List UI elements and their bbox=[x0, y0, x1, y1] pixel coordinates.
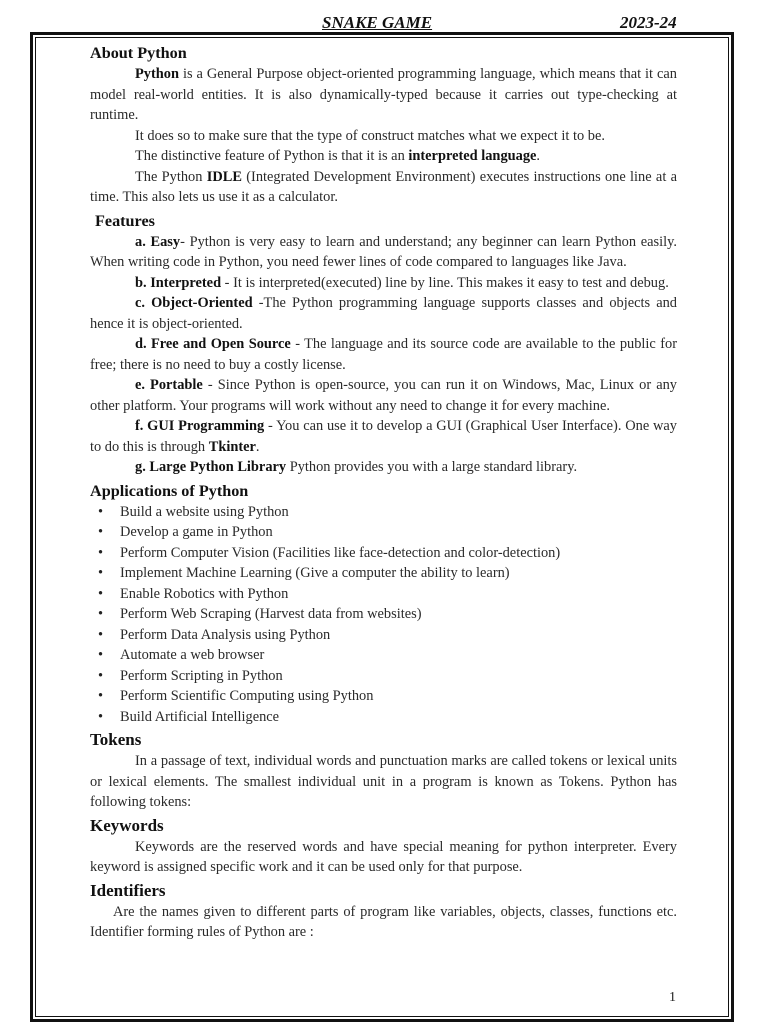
about-p4-pre: The Python bbox=[135, 168, 207, 185]
features-heading: Features bbox=[95, 211, 155, 230]
page-content bbox=[90, 40, 677, 943]
page-number: 1 bbox=[669, 990, 676, 1005]
feature-label: c. Object-Oriented bbox=[135, 295, 253, 311]
identifiers-heading: Identifiers bbox=[90, 880, 166, 900]
keywords-heading: Keywords bbox=[90, 815, 164, 835]
feature-label: b. Interpreted bbox=[135, 274, 222, 291]
list-item: • Perform Data Analysis using Python bbox=[120, 625, 677, 646]
about-p3-bold: interpreted language bbox=[408, 148, 537, 164]
feature-text: - You can use it to develop a GUI (Graphical User Interface). One way to do this is through bbox=[90, 418, 677, 455]
feature-item bbox=[90, 416, 677, 457]
about-p3-post: . bbox=[536, 148, 541, 164]
list-item: • Perform Scripting in Python bbox=[120, 666, 677, 687]
list-item: • Perform Web Scraping (Harvest data from websites) bbox=[120, 604, 677, 625]
feature-label: a. Easy bbox=[135, 233, 181, 250]
feature-tkinter: Tkinter bbox=[208, 438, 256, 455]
feature-text-end: . bbox=[255, 438, 260, 455]
list-item: • Automate a web browser bbox=[120, 645, 677, 666]
about-paragraph-3 bbox=[90, 146, 677, 167]
tokens-paragraph: In a passage of text, individual words and punctuation marks are called tokens or lexical units or lexical elements. The smallest individual unit in a program is known as Tokens. Python has following tokens: bbox=[90, 753, 677, 810]
about-p3-pre: The distinctive feature of Python is that it is an bbox=[135, 148, 409, 164]
identifiers-paragraph: Are the names given to different parts of program like variables, objects, classes, functions etc. Identifier forming rules of Python are : bbox=[90, 903, 677, 940]
feature-item bbox=[90, 375, 677, 416]
list-item: • Implement Machine Learning (Give a computer the ability to learn) bbox=[120, 563, 677, 584]
list-item: • Enable Robotics with Python bbox=[120, 584, 677, 605]
feature-text: -The Python programming language supports classes and objects and hence it is object-oriented. bbox=[90, 295, 677, 332]
applications-heading: Applications of Python bbox=[90, 481, 249, 500]
header-title: SNAKE GAME bbox=[322, 13, 433, 32]
about-paragraph-4 bbox=[90, 167, 677, 208]
feature-label: g. Large Python Library bbox=[135, 459, 287, 475]
about-p1-text: is a General Purpose object-oriented programming language, which means that it can model real-world entities. It is also dynamically-typed because it carries out type-checking at runtime. bbox=[90, 66, 677, 123]
feature-text: - Python is very easy to learn and understand; any beginner can learn Python easily. When writing code in Python, you need fewer lines of code compared to languages like Java. bbox=[90, 233, 677, 270]
list-item: • Develop a game in Python bbox=[120, 522, 677, 543]
about-paragraph-1 bbox=[90, 64, 677, 126]
feature-item bbox=[90, 273, 677, 294]
list-item: • Build a website using Python bbox=[120, 502, 677, 523]
feature-item bbox=[90, 232, 677, 273]
feature-item bbox=[90, 293, 677, 334]
about-p1-bold: Python bbox=[135, 66, 179, 82]
list-item: • Perform Computer Vision (Facilities like face-detection and color-detection) bbox=[120, 543, 677, 564]
feature-text: - The language and its source code are available to the public for free; there is no need to buy a costly license. bbox=[90, 336, 677, 373]
feature-label: e. Portable bbox=[135, 377, 203, 393]
tokens-heading: Tokens bbox=[90, 730, 142, 749]
feature-item bbox=[90, 334, 677, 375]
feature-label: f. GUI Programming bbox=[135, 418, 265, 434]
list-item: • Perform Scientific Computing using Python bbox=[120, 686, 677, 707]
feature-text: Python provides you with a large standard library. bbox=[286, 459, 578, 475]
feature-text: - Since Python is open-source, you can run it on Windows, Mac, Linux or any other platform. Your programs will work without any need to change it for every machine. bbox=[90, 377, 677, 414]
about-heading: About Python bbox=[90, 44, 187, 62]
feature-item bbox=[90, 457, 677, 478]
keywords-paragraph: Keywords are the reserved words and have special meaning for python interpreter. Every keyword is assigned specific work and it can be used only for that purpose. bbox=[90, 838, 677, 875]
header-year: 2023-24 bbox=[620, 13, 677, 32]
list-item: • Build Artificial Intelligence bbox=[120, 707, 677, 728]
about-paragraph-2: It does so to make sure that the type of construct matches what we expect it to be. bbox=[135, 127, 605, 144]
applications-list bbox=[90, 502, 677, 728]
about-p4-post: (Integrated Development Environment) executes instructions one line at a time. This also lets us use it as a calculator. bbox=[90, 168, 677, 205]
about-p4-bold: IDLE bbox=[206, 168, 242, 185]
feature-text: - It is interpreted(executed) line by line. This makes it easy to test and debug. bbox=[221, 274, 669, 291]
feature-label: d. Free and Open Source bbox=[135, 336, 291, 352]
